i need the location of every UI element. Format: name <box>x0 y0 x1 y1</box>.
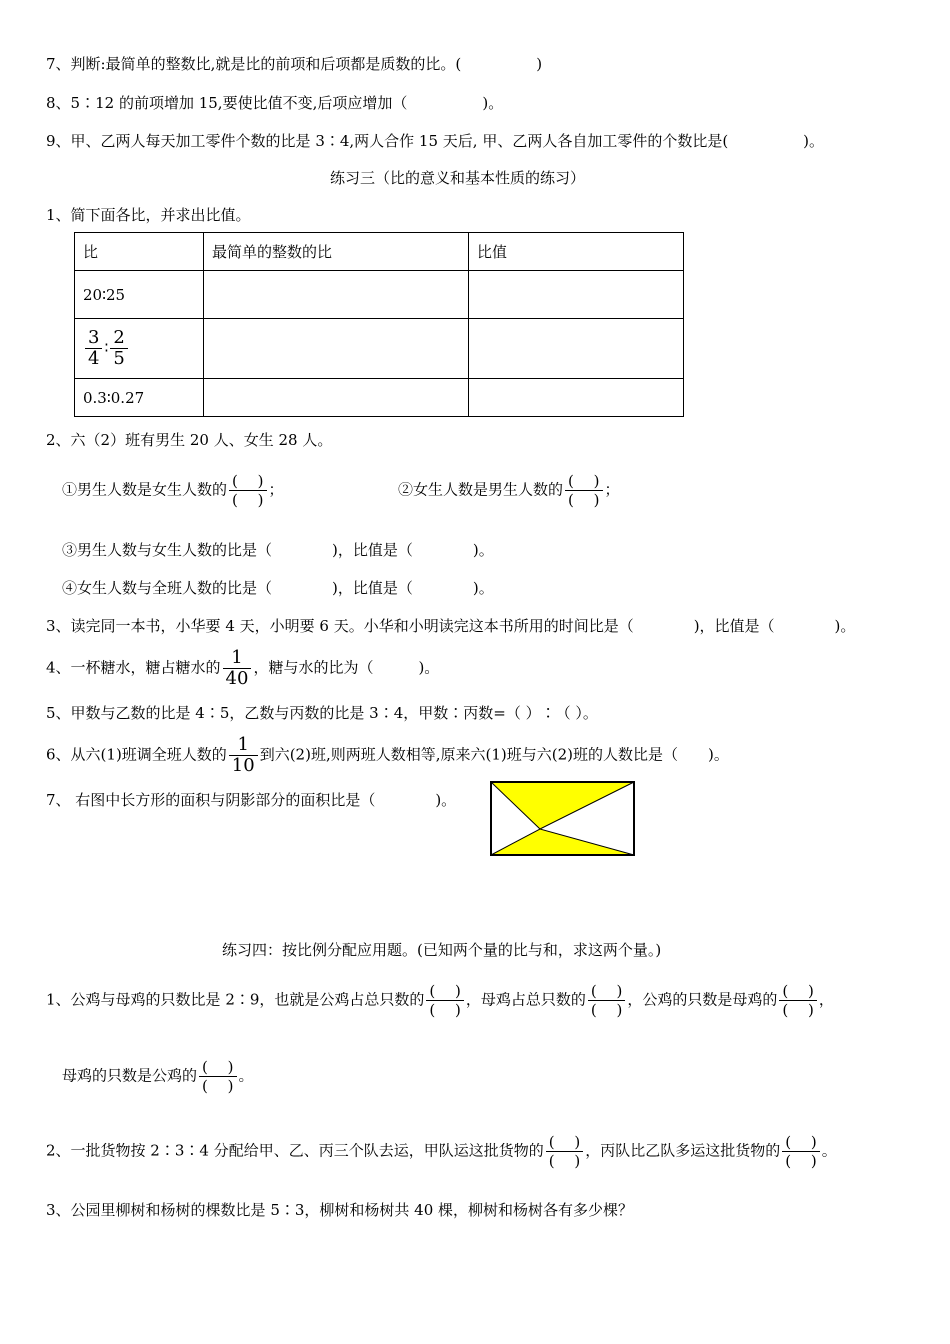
table-cell-answer[interactable] <box>469 271 684 319</box>
question-text: 4、一杯糖水，糖占糖水的 <box>46 658 221 677</box>
shaded-rectangle-figure <box>490 781 635 856</box>
question-text: 6、从六(1)班调全班人数的 <box>46 745 227 764</box>
denominator-blank[interactable]: ( ) <box>429 1001 461 1019</box>
table-cell-answer[interactable] <box>469 319 684 379</box>
period: 。 <box>821 1141 837 1160</box>
table-header-row <box>75 233 684 271</box>
table-cell-answer[interactable] <box>204 319 469 379</box>
question-text: 母鸡的只数是公鸡的 <box>62 1066 198 1085</box>
ex3-question-5: 5、甲数与乙数的比是 4∶5，乙数与丙数的比是 3∶4，甲数∶丙数=（ ）∶（ ）。 <box>46 704 598 722</box>
ex3-question-7: 7、 右图中长方形的面积与阴影部分的面积比是（ )。 <box>46 791 457 809</box>
numerator-blank[interactable]: ( ) <box>548 1133 581 1151</box>
table-header-value: 比值 <box>469 233 684 271</box>
question-text: 1、公鸡与母鸡的只数比是 2∶9，也就是公鸡占总只数的 <box>46 990 425 1009</box>
numerator: 2 <box>113 327 125 348</box>
numerator: 1 <box>231 647 243 668</box>
fraction <box>85 328 102 369</box>
semicolon: ； <box>604 480 620 499</box>
question-text: ，母鸡占总只数的 <box>465 990 586 1009</box>
denominator: 10 <box>231 755 255 776</box>
numerator: 1 <box>237 734 249 755</box>
ex4-question-2 <box>46 1133 837 1170</box>
fraction <box>110 328 127 369</box>
question-text: ，丙队比乙队多运这批货物的 <box>585 1141 781 1160</box>
numerator: 3 <box>88 327 100 348</box>
colon: ∶ <box>104 338 109 357</box>
denominator-blank[interactable]: ( ) <box>568 491 600 509</box>
denominator: 5 <box>113 348 125 369</box>
table-row <box>75 319 684 379</box>
ex4-question-1 <box>46 982 834 1019</box>
ex3-question-4 <box>46 648 439 689</box>
numerator-blank[interactable]: ( ) <box>429 982 461 1000</box>
ex3-question-2: 2、六（2）班有男生 20 人、女生 28 人。 <box>46 431 333 449</box>
blank-fraction[interactable] <box>426 982 463 1019</box>
blank-fraction[interactable] <box>565 472 602 509</box>
ratio-table <box>74 232 684 417</box>
table-cell-ratio <box>75 319 204 379</box>
blank-fraction[interactable] <box>546 1133 583 1170</box>
denominator: 40 <box>225 668 249 689</box>
question-text: ，糖与水的比为（ )。 <box>253 658 440 677</box>
table-cell-answer[interactable] <box>204 379 469 417</box>
ex3-question-2-part-4: ④女生人数与全班人数的比是（ )，比值是（ )。 <box>62 579 494 597</box>
ex3-question-6 <box>46 735 729 776</box>
numerator-blank[interactable]: ( ) <box>568 472 600 490</box>
denominator-blank[interactable]: ( ) <box>232 491 264 509</box>
exercise-3-title: 练习三（比的意义和基本性质的练习） <box>330 169 586 187</box>
comma: ， <box>818 990 834 1009</box>
ex3-question-1: 1、简下面各比，并求出比值。 <box>46 206 251 224</box>
shaded-region-top <box>491 782 634 829</box>
denominator-blank[interactable]: ( ) <box>548 1152 581 1170</box>
numerator-blank[interactable]: ( ) <box>202 1058 234 1076</box>
numerator-blank[interactable]: ( ) <box>232 472 264 490</box>
table-cell-answer[interactable] <box>204 271 469 319</box>
table-header-ratio: 比 <box>75 233 204 271</box>
ex4-question-1-continued <box>62 1058 254 1095</box>
question-text: ，公鸡的只数是母鸡的 <box>627 990 778 1009</box>
blank-fraction[interactable] <box>779 982 816 1019</box>
question-8: 8、5∶12 的前项增加 15,要使比值不变,后项应增加（ )。 <box>46 94 504 112</box>
blank-fraction[interactable] <box>588 982 625 1019</box>
question-text: ②女生人数是男生人数的 <box>398 480 564 499</box>
denominator: 4 <box>88 348 100 369</box>
table-row <box>75 271 684 319</box>
table-cell-ratio: 0.3∶0.27 <box>75 379 204 417</box>
period: 。 <box>238 1066 254 1085</box>
fraction <box>229 735 258 776</box>
denominator-blank[interactable]: ( ) <box>202 1077 234 1095</box>
table-row <box>75 379 684 417</box>
blank-fraction[interactable] <box>199 1058 236 1095</box>
blank-fraction[interactable] <box>782 1133 819 1170</box>
question-text: 到六(2)班,则两班人数相等,原来六(1)班与六(2)班的人数比是（ )。 <box>259 745 729 764</box>
denominator-blank[interactable]: ( ) <box>782 1001 814 1019</box>
ex4-question-3: 3、公园里柳树和杨树的棵数比是 5∶3，柳树和杨树共 40 棵，柳树和杨树各有多少棵？ <box>46 1201 634 1219</box>
exercise-4-title: 练习四：按比例分配应用题。(已知两个量的比与和，求这两个量。) <box>222 941 662 959</box>
numerator-blank[interactable]: ( ) <box>590 982 623 1000</box>
denominator-blank[interactable]: ( ) <box>785 1152 817 1170</box>
question-text: ①男生人数是女生人数的 <box>62 480 228 499</box>
numerator-blank[interactable]: ( ) <box>785 1133 817 1151</box>
question-9: 9、甲、乙两人每天加工零件个数的比是 3∶4,两人合作 15 天后, 甲、乙两人各自加工零件的个数比是( )。 <box>46 132 825 150</box>
question-text: 2、一批货物按 2∶3∶4 分配给甲、乙、丙三个队去运，甲队运这批货物的 <box>46 1141 544 1160</box>
question-7-judgement: 7、判断:最简单的整数比,就是比的前项和后项都是质数的比。( ) <box>46 55 543 73</box>
ex3-question-3: 3、读完同一本书，小华要 4 天，小明要 6 天。小华和小明读完这本书所用的时间比是（ )，比值是（ )。 <box>46 617 856 635</box>
fraction <box>223 648 252 689</box>
ex3-question-2-part-1 <box>62 472 284 509</box>
ex3-question-2-part-2 <box>398 472 620 509</box>
semicolon: ； <box>268 480 284 499</box>
table-cell-ratio: 20∶25 <box>75 271 204 319</box>
numerator-blank[interactable]: ( ) <box>782 982 814 1000</box>
denominator-blank[interactable]: ( ) <box>590 1001 623 1019</box>
table-header-simplest: 最简单的整数的比 <box>204 233 469 271</box>
shaded-region-bottom <box>491 829 634 855</box>
table-cell-answer[interactable] <box>469 379 684 417</box>
ex3-question-2-part-3: ③男生人数与女生人数的比是（ )，比值是（ )。 <box>62 541 494 559</box>
blank-fraction[interactable] <box>229 472 266 509</box>
